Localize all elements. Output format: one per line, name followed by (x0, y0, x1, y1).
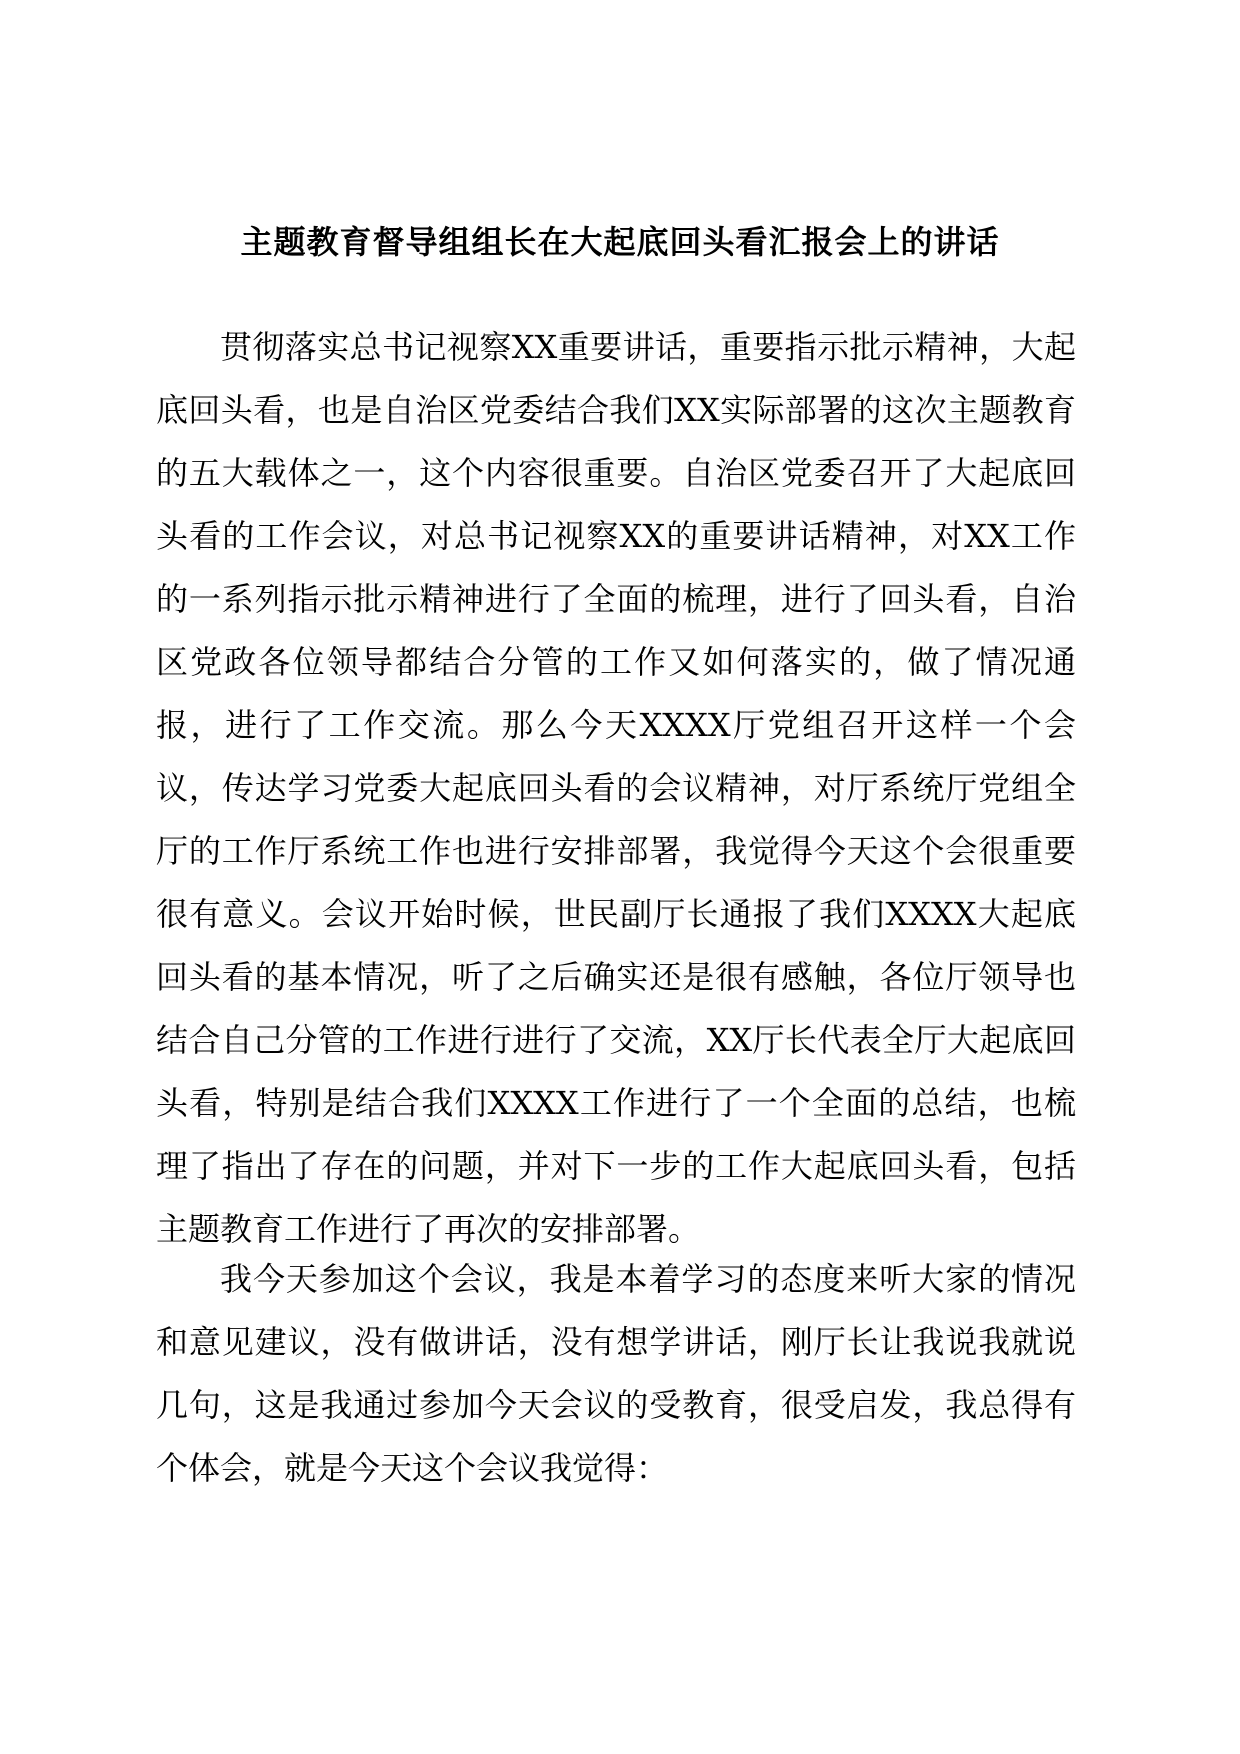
paragraph-2: 我今天参加这个会议，我是本着学习的态度来听大家的情况和意见建议，没有做讲话，没有想学讲话，刚厅长让我说我就说几句，这是我通过参加今天会议的受教育，很受启发，我总得有个体会，就是今天这个会议我觉得： (156, 1260, 1076, 1487)
paragraph-1: 贯彻落实总书记视察XX重要讲话，重要指示批示精神，大起底回头看，也是自治区党委结合我们XX实际部署的这次主题教育的五大载体之一，这个内容很重要。自治区党委召开了大起底回头看的工作会议，对总书记视察XX的重要讲话精神，对XX工作的一系列指示批示精神进行了全面的梳理，进行了回头看，自治区党政各位领导都结合分管的工作又如何落实的，做了情况通报，进行了工作交流。那么今天XXXX厅党组召开这样一个会议，传达学习党委大起底回头看的会议精神，对厅系统厅党组全厅的工作厅系统工作也进行安排部署，我觉得今天这个会很重要很有意义。会议开始时候，世民副厅长通报了我们XXXX大起底回头看的基本情况，听了之后确实还是很有感触，各位厅领导也结合自己分管的工作进行进行了交流，XX厅长代表全厅大起底回头看，特别是结合我们XXXX工作进行了一个全面的总结，也梳理了指出了存在的问题，并对下一步的工作大起底回头看，包括主题教育工作进行了再次的安排部署。 (156, 328, 1076, 1248)
document-title: 主题教育督导组组长在大起底回头看汇报会上的讲话 (240, 223, 1000, 261)
